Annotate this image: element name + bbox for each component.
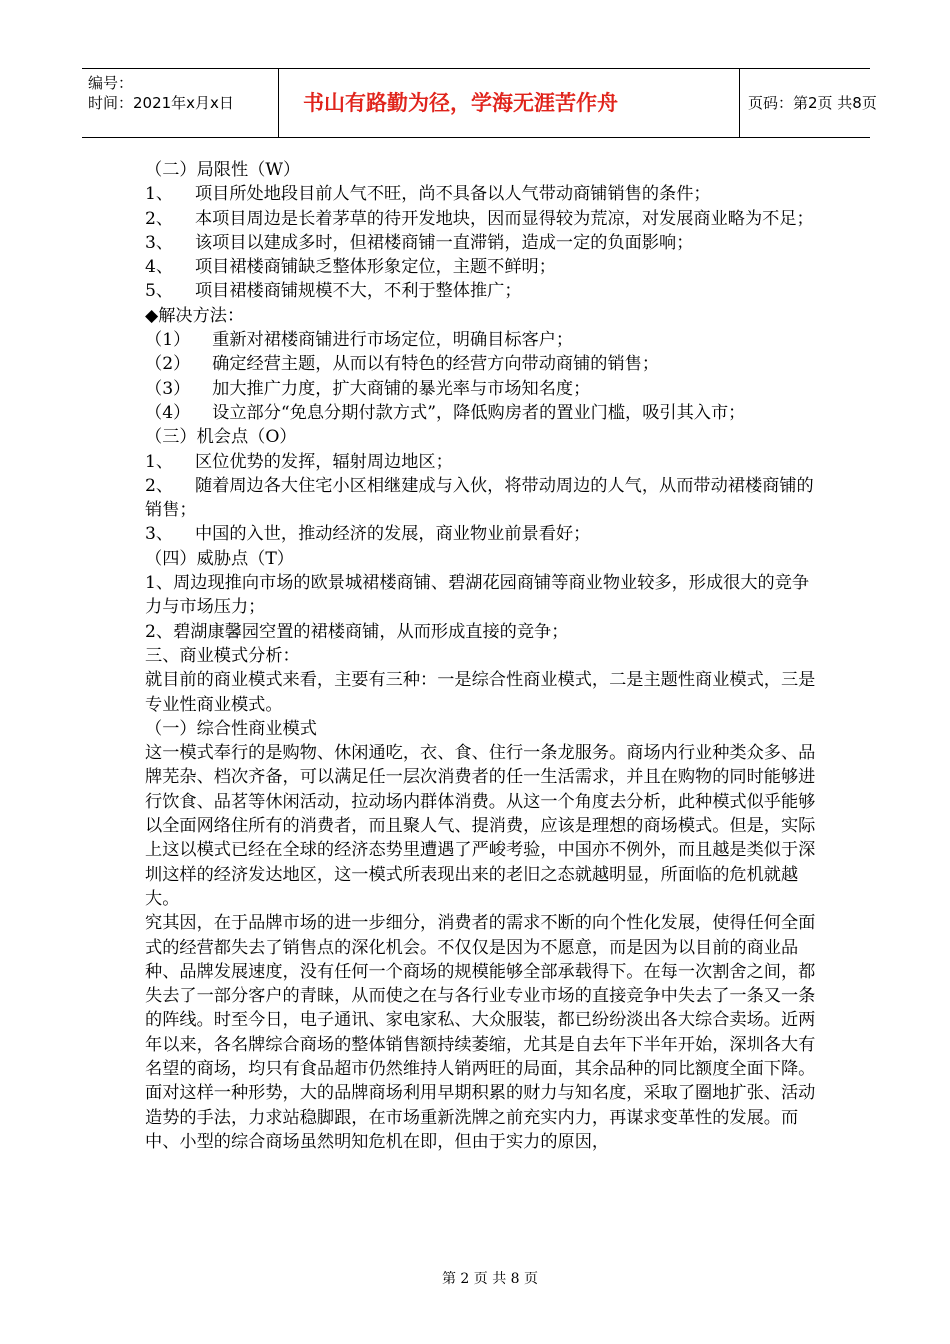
body-paragraph: 就目前的商业模式来看，主要有三种：一是综合性商业模式，二是主题性商业模式，三是专业性商业模式。	[145, 670, 816, 715]
list-item: （4） 设立部分“免息分期付款方式”，降低购房者的置业门槛，吸引其入市；	[145, 402, 746, 423]
list-item: （1） 重新对裙楼商铺进行市场定位，明确目标客户；	[145, 330, 574, 351]
list-item: 1、 项目所处地段目前人气不旺，尚不具备以人气带动商铺销售的条件；	[145, 184, 711, 205]
list-item: 1、 区位优势的发挥，辐射周边地区；	[145, 451, 453, 472]
list-item: 5、 项目裙楼商铺规模不大，不利于整体推广；	[145, 281, 522, 302]
header-page-number: 页码：第2页 共8页	[748, 94, 877, 112]
list-item: 2、碧湖康馨园空置的裙楼商铺，从而形成直接的竞争；	[145, 621, 569, 642]
section-heading: （四）威胁点（T）	[145, 548, 294, 569]
document-date: 时间：2021年x月x日	[88, 94, 234, 112]
section-heading: （三）机会点（O）	[145, 427, 297, 448]
body-paragraph: 究其因，在于品牌市场的进一步细分，消费者的需求不断的向个性化发展，使得任何全面式的经营都失去了销售点的深化机会。不仅仅是因为不愿意，而是因为以目前的商业品种、品牌发展速度，没有任何一个商场的规模能够全部承载得下。在每一次割舍之间，都失去了一部分客户的青睐，从而使之在与各行业专业市场的直接竞争中失去了一条又一条的阵线。时至今日，电子通讯、家电家私、大众服装，都已纷纷淡出各大综合卖场。近两年以来，各名牌综合商场的整体销售额持续萎缩，尤其是自去年下半年开始，深圳各大有名望的商场，均只有食品超市仍然维持人销两旺的局面，其余品种的同比额度全面下降。面对这样一种形势，大的品牌商场利用早期积累的财力与知名度，采取了圈地扩张、活动造势的手法，力求站稳脚跟，在市场重新洗牌之前充实内力，再谋求变革性的发展。而中、小型的综合商场虽然明知危机在即，但由于实力的原因，	[145, 913, 816, 1152]
header-motto: 书山有路勤为径，学海无涯苦作舟	[278, 69, 740, 137]
section-heading: （二）局限性（W）	[145, 160, 301, 180]
document-number-label: 编号：	[88, 74, 134, 92]
page-footer: 第 2 页 共 8 页	[441, 1271, 539, 1287]
list-item: 3、 该项目以建成多时，但裙楼商铺一直滞销，造成一定的负面影响；	[145, 232, 694, 253]
section-heading: 三、商业模式分析：	[145, 645, 300, 666]
list-item: 1、周边现推向市场的欧景城裙楼商铺、碧湖花园商铺等商业物业较多，形成很大的竞争力与市场压力；	[145, 573, 810, 618]
solution-heading: ◆解决方法：	[145, 305, 245, 326]
section-heading: （一）综合性商业模式	[145, 718, 317, 739]
list-item: （3） 加大推广力度，扩大商铺的暴光率与市场知名度；	[145, 378, 591, 399]
document-body	[145, 158, 817, 1154]
list-item: （2） 确定经营主题，从而以有特色的经营方向带动商铺的销售；	[145, 354, 660, 375]
list-item: 4、 项目裙楼商铺缺乏整体形象定位，主题不鲜明；	[145, 257, 556, 278]
list-item: 2、 随着周边各大住宅小区相继建成与入伙，将带动周边的人气，从而带动裙楼商铺的销售；	[145, 475, 814, 521]
page-header	[82, 68, 877, 138]
list-item: 3、 中国的入世，推动经济的发展，商业物业前景看好；	[145, 524, 591, 545]
list-item: 2、 本项目周边是长着茅草的待开发地块，因而显得较为荒凉，对发展商业略为不足；	[145, 208, 814, 229]
body-paragraph: 这一模式奉行的是购物、休闲通吃，衣、食、住行一条龙服务。商场内行业种类众多、品牌芜杂、档次齐备，可以满足任一层次消费者的任一生活需求，并且在购物的同时能够进行饮食、品茗等休闲活动，拉动场内群体消费。从这一个角度去分析，此种模式似乎能够以全面网络住所有的消费者，而且聚人气、提消费，应该是理想的商场模式。但是，实际上这以模式已经在全球的经济态势里遭遇了严峻考验，中国亦不例外，而且越是类似于深圳这样的经济发达地区，这一模式所表现出来的老旧之态就越明显，所面临的危机就越大。	[145, 743, 816, 909]
header-meta	[82, 69, 278, 137]
